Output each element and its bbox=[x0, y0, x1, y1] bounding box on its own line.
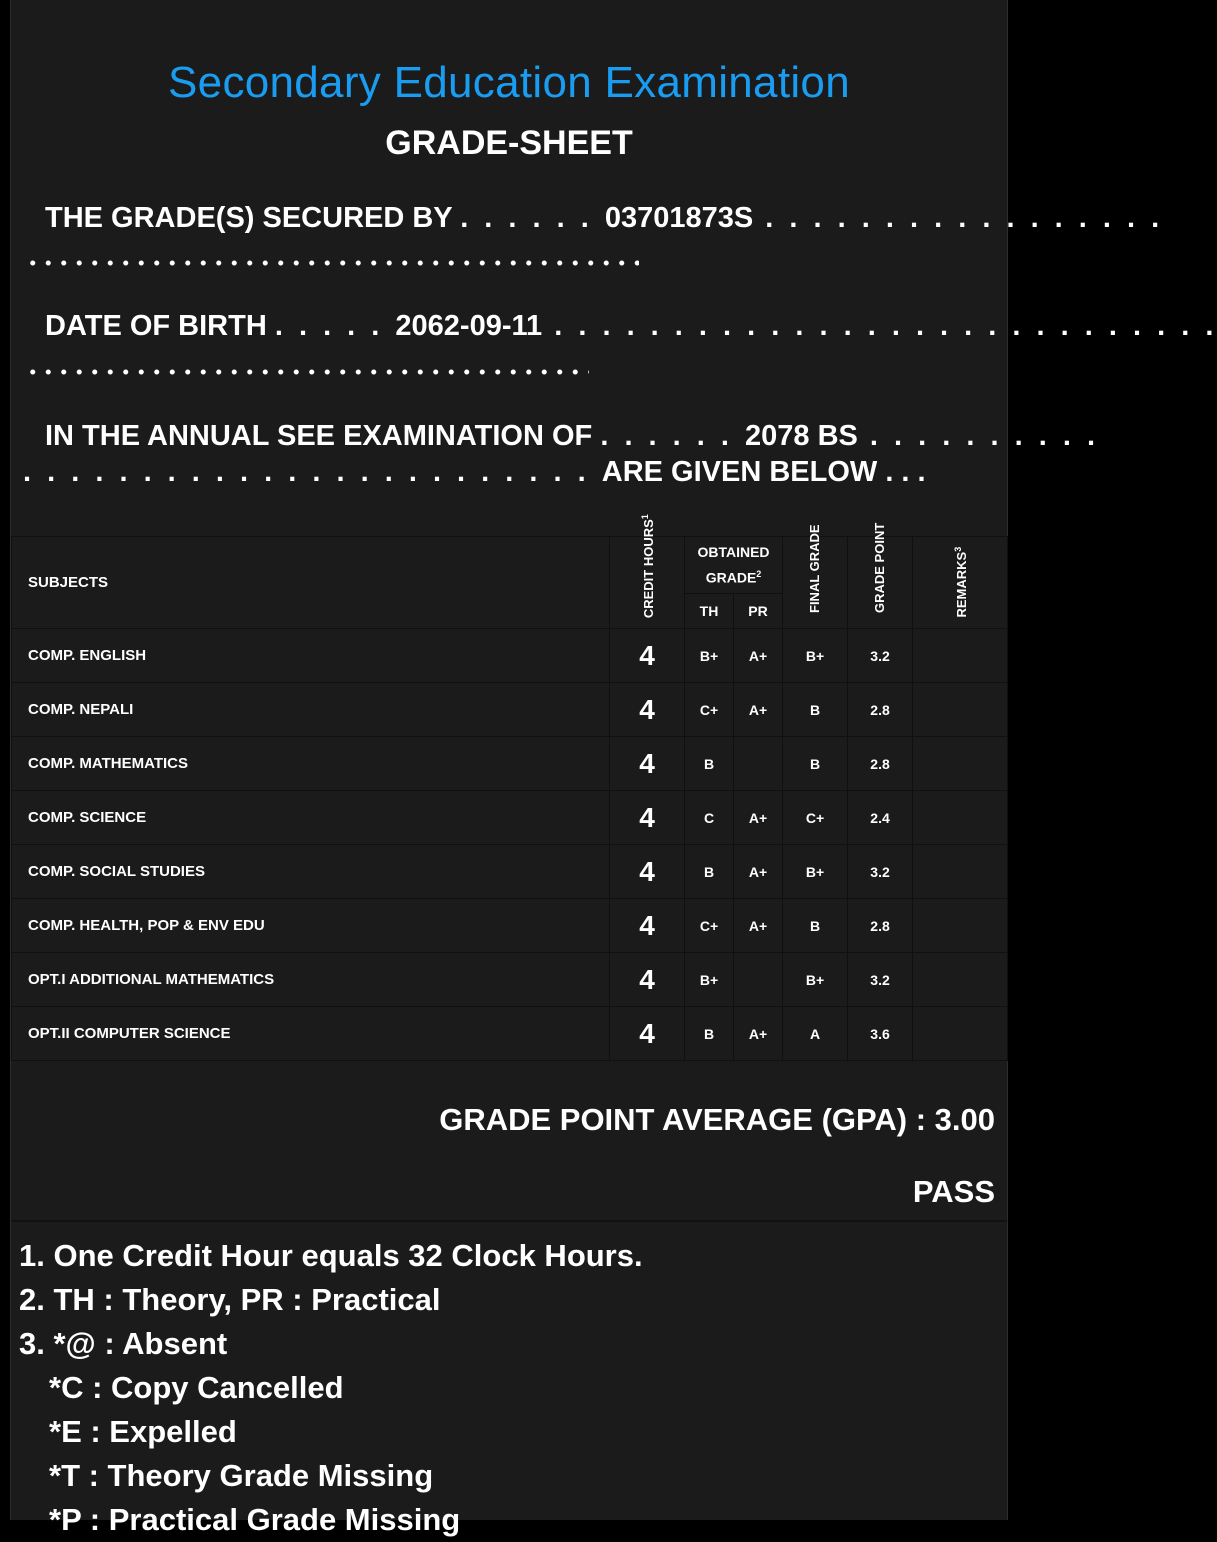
practical-grade bbox=[734, 737, 783, 791]
subject-name: COMP. ENGLISH bbox=[12, 629, 610, 683]
remarks bbox=[913, 737, 1008, 791]
remarks bbox=[913, 899, 1008, 953]
final-grade: B+ bbox=[783, 953, 848, 1007]
date-of-birth: 2062-09-11 bbox=[395, 310, 543, 342]
grade-point: 2.8 bbox=[848, 899, 913, 953]
footnote-item: *C : Copy Cancelled bbox=[49, 1370, 344, 1405]
remarks bbox=[913, 953, 1008, 1007]
subject-name: COMP. HEALTH, POP & ENV EDU bbox=[12, 899, 610, 953]
final-grade: B bbox=[783, 683, 848, 737]
credit-hours: 4 bbox=[610, 791, 685, 845]
subject-name: COMP. SCIENCE bbox=[12, 791, 610, 845]
theory-grade: B bbox=[685, 1007, 734, 1061]
grade-point: 2.8 bbox=[848, 683, 913, 737]
remarks bbox=[913, 629, 1008, 683]
grade-point: 3.2 bbox=[848, 953, 913, 1007]
footnote-item: *T : Theory Grade Missing bbox=[49, 1458, 434, 1493]
grade-point: 3.6 bbox=[848, 1007, 913, 1061]
remarks bbox=[913, 1007, 1008, 1061]
credit-hours: 4 bbox=[610, 953, 685, 1007]
final-grade: B bbox=[783, 899, 848, 953]
grade-point: 3.2 bbox=[848, 845, 913, 899]
subject-name: COMP. MATHEMATICS bbox=[12, 737, 610, 791]
credit-hours: 4 bbox=[610, 737, 685, 791]
practical-grade bbox=[734, 953, 783, 1007]
remarks bbox=[913, 845, 1008, 899]
footnote-item: *E : Expelled bbox=[49, 1414, 237, 1449]
section-divider bbox=[11, 1220, 1007, 1222]
exam-label: IN THE ANNUAL SEE EXAMINATION OF bbox=[45, 420, 593, 452]
final-grade: A bbox=[783, 1007, 848, 1061]
remarks bbox=[913, 791, 1008, 845]
subject-name: COMP. SOCIAL STUDIES bbox=[12, 845, 610, 899]
dob-line: DATE OF BIRTH . . . . . 2062-09-11 . . . . . . . . . . . . . . . . . . . . . . . . . . . . bbox=[45, 310, 1217, 342]
footnote-item: 1. One Credit Hour equals 32 Clock Hours. bbox=[19, 1238, 643, 1273]
practical-grade: A+ bbox=[734, 1007, 783, 1061]
practical-grade: A+ bbox=[734, 791, 783, 845]
credit-hours: 4 bbox=[610, 629, 685, 683]
practical-grade: A+ bbox=[734, 629, 783, 683]
given-below-text: ARE GIVEN BELOW . . . bbox=[601, 456, 926, 488]
table-row bbox=[12, 791, 1008, 845]
theory-grade: C+ bbox=[685, 683, 734, 737]
result-status: PASS bbox=[912, 1174, 995, 1209]
remarks-header: REMARKS$^3$ bbox=[913, 537, 1008, 629]
subjects-header: SUBJECTS bbox=[12, 537, 610, 629]
exam-line: IN THE ANNUAL SEE EXAMINATION OF . . . . . . 2078 BS . . . . . . . . . . bbox=[45, 420, 1100, 452]
table-row bbox=[12, 683, 1008, 737]
symbol-number: 03701873S bbox=[604, 202, 754, 234]
obtained-grade-header: OBTAINED GRADE$^2$ bbox=[685, 537, 783, 594]
subject-name: OPT.I ADDITIONAL MATHEMATICS bbox=[12, 953, 610, 1007]
pr-header: PR bbox=[734, 594, 783, 629]
gpa-value: 3.00 bbox=[934, 1102, 995, 1137]
footnote-item: 3. *@ : Absent bbox=[19, 1326, 228, 1361]
grade-sheet bbox=[10, 0, 1217, 1537]
final-grade: B+ bbox=[783, 629, 848, 683]
grades-table bbox=[11, 514, 1008, 1061]
grade-point: 2.8 bbox=[848, 737, 913, 791]
theory-grade: B+ bbox=[685, 629, 734, 683]
final-grade: B bbox=[783, 737, 848, 791]
credit-hours-header: CREDIT HOURS$^1$ bbox=[610, 537, 685, 629]
dob-label: DATE OF BIRTH bbox=[45, 310, 267, 342]
theory-grade: C bbox=[685, 791, 734, 845]
final-grade: C+ bbox=[783, 791, 848, 845]
theory-grade: B bbox=[685, 737, 734, 791]
table-row bbox=[12, 953, 1008, 1007]
theory-grade: B+ bbox=[685, 953, 734, 1007]
subject-name: OPT.II COMPUTER SCIENCE bbox=[12, 1007, 610, 1061]
table-row bbox=[12, 1007, 1008, 1061]
remarks bbox=[913, 683, 1008, 737]
practical-grade: A+ bbox=[734, 845, 783, 899]
theory-grade: B bbox=[685, 845, 734, 899]
footnotes bbox=[19, 1234, 643, 1542]
gpa-line bbox=[439, 1102, 995, 1138]
gpa-label: GRADE POINT AVERAGE (GPA) : bbox=[439, 1102, 927, 1137]
credit-hours: 4 bbox=[610, 899, 685, 953]
final-grade: B+ bbox=[783, 845, 848, 899]
subject-name: COMP. NEPALI bbox=[12, 683, 610, 737]
exam-year: 2078 BS bbox=[745, 420, 858, 452]
table-header-row bbox=[12, 537, 1008, 594]
practical-grade: A+ bbox=[734, 899, 783, 953]
table-row bbox=[12, 845, 1008, 899]
final-grade-header: FINAL GRADE bbox=[783, 537, 848, 629]
table-row bbox=[12, 737, 1008, 791]
dotted-line bbox=[25, 260, 639, 266]
credit-hours: 4 bbox=[610, 683, 685, 737]
secured-by-label: THE GRADE(S) SECURED BY bbox=[45, 202, 453, 234]
practical-grade: A+ bbox=[734, 683, 783, 737]
secured-by-line: THE GRADE(S) SECURED BY . . . . . . 03701873S . . . . . . . . . . . . . . . . . bbox=[45, 202, 1164, 234]
given-below-line: . . . . . . . . . . . . . . . . . . . . . . . . ARE GIVEN BELOW . . . bbox=[23, 456, 926, 488]
footnote-item: *P : Practical Grade Missing bbox=[49, 1502, 461, 1537]
theory-grade: C+ bbox=[685, 899, 734, 953]
grade-point: 3.2 bbox=[848, 629, 913, 683]
table-row bbox=[12, 899, 1008, 953]
footnote-item: 2. TH : Theory, PR : Practical bbox=[19, 1282, 441, 1317]
exam-title: Secondary Education Examination bbox=[168, 58, 850, 107]
th-header: TH bbox=[685, 594, 734, 629]
sheet-subtitle: GRADE-SHEET bbox=[385, 124, 633, 162]
table-row bbox=[12, 629, 1008, 683]
grade-point: 2.4 bbox=[848, 791, 913, 845]
dotted-line bbox=[25, 369, 589, 375]
credit-hours: 4 bbox=[610, 1007, 685, 1061]
credit-hours: 4 bbox=[610, 845, 685, 899]
grade-point-header: GRADE POINT bbox=[848, 537, 913, 629]
